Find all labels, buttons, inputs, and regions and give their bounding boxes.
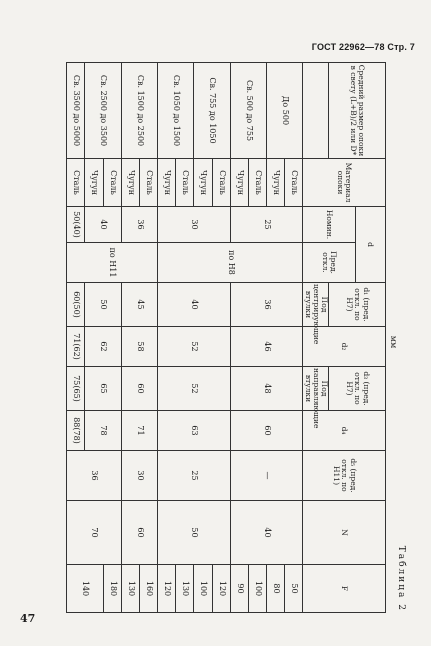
row5-n: 70 bbox=[67, 501, 122, 565]
header-material: Материал опоки bbox=[303, 159, 386, 207]
dimensions-table bbox=[66, 62, 386, 613]
row4-d5: 30 bbox=[121, 451, 157, 501]
row5-d1: 50 bbox=[85, 283, 121, 327]
header-size: Средний размер опоки в свету (L+B)/2 или D* bbox=[329, 63, 386, 159]
row5-d2: 62 bbox=[85, 327, 121, 367]
row2-d2: 52 bbox=[158, 327, 231, 367]
row6-size: Св. 3500 до 5000 bbox=[67, 63, 85, 159]
page-label: Стр. 7 bbox=[387, 42, 415, 52]
row3-material1: Чугун bbox=[158, 159, 176, 207]
row3-material0: Сталь bbox=[176, 159, 194, 207]
row1-size: Св. 500 до 755 bbox=[230, 63, 266, 159]
row4-d1: 45 bbox=[121, 283, 157, 327]
table-caption: Таблица 2 bbox=[396, 545, 406, 612]
row2-d4: 63 bbox=[158, 411, 231, 451]
row4-material0: Сталь bbox=[139, 159, 157, 207]
row5-d: 40 bbox=[85, 207, 121, 243]
row4-d: 36 bbox=[121, 207, 157, 243]
row5-size: Св. 2500 до 3500 bbox=[85, 63, 121, 159]
header-d3: d₃ (пред. откл. по Н7) bbox=[329, 367, 386, 411]
row0-size: До 500 bbox=[267, 63, 303, 159]
header-size-blank bbox=[303, 63, 329, 159]
row0-material1: Чугун bbox=[267, 159, 285, 207]
row3-size: Св. 1050 до 1500 bbox=[158, 63, 194, 159]
row1-f1: 90 bbox=[230, 565, 248, 613]
row1-material1: Чугун bbox=[230, 159, 248, 207]
row2-d3: 52 bbox=[158, 367, 231, 411]
header-d: d bbox=[355, 207, 385, 283]
page-header bbox=[312, 42, 415, 52]
row3-f1: 120 bbox=[158, 565, 176, 613]
row2-size: Св. 755 до 1050 bbox=[194, 63, 230, 159]
row0-d4: 60 bbox=[230, 411, 303, 451]
row6-d2: 71(62) bbox=[67, 327, 85, 367]
row0-d3: 48 bbox=[230, 367, 303, 411]
header-tol: Пред. откл. bbox=[303, 243, 355, 283]
rotated-table-area bbox=[60, 62, 420, 622]
header-d5: d₅ (пред. откл. по Н11) bbox=[303, 451, 386, 501]
row5-d5: 36 bbox=[67, 451, 122, 501]
row2-n: 50 bbox=[158, 501, 231, 565]
tol-h8: по Н8 bbox=[158, 243, 303, 283]
row2-f1: 100 bbox=[194, 565, 212, 613]
row6-d: 50(40) bbox=[67, 207, 85, 243]
row0-f1: 80 bbox=[267, 565, 285, 613]
page-number: 47 bbox=[20, 612, 36, 625]
row4-f1: 130 bbox=[121, 565, 139, 613]
row2-material0: Сталь bbox=[212, 159, 230, 207]
row5-material0: Сталь bbox=[103, 159, 121, 207]
row5-f1: 140 bbox=[67, 565, 104, 613]
row3-f0: 130 bbox=[176, 565, 194, 613]
row6-material0: Сталь bbox=[67, 159, 85, 207]
row4-d4: 71 bbox=[121, 411, 157, 451]
header-n: N bbox=[303, 501, 386, 565]
row2-d: 30 bbox=[158, 207, 231, 243]
units-label: мм bbox=[389, 335, 398, 349]
row5-d4: 78 bbox=[85, 411, 121, 451]
row6-d3: 75(65) bbox=[67, 367, 85, 411]
tol-h11: по Н11 bbox=[67, 243, 158, 283]
header-guide: Под направляющие втулки bbox=[303, 368, 330, 429]
header-d4: d₄ bbox=[303, 411, 386, 451]
row0-d: 25 bbox=[230, 207, 303, 243]
header-d2: d₂ bbox=[303, 327, 386, 367]
row0-n: 40 bbox=[230, 501, 303, 565]
row0-material0: Сталь bbox=[285, 159, 303, 207]
row0-d2: 46 bbox=[230, 327, 303, 367]
row6-d1: 60(50) bbox=[67, 283, 85, 327]
header-nom: Номин. bbox=[303, 207, 355, 243]
header-d1: d₁ (пред. откл. по Н7) bbox=[329, 283, 386, 327]
row2-d5: 25 bbox=[158, 451, 231, 501]
standard-code: ГОСТ 22962—78 bbox=[311, 42, 385, 52]
row5-material1: Чугун bbox=[85, 159, 103, 207]
row4-d3: 60 bbox=[121, 367, 157, 411]
row0-d5: — bbox=[230, 451, 303, 501]
row4-f0: 160 bbox=[139, 565, 157, 613]
row0-f0: 50 bbox=[285, 565, 303, 613]
header-centering: Под центрирующие втулки bbox=[303, 284, 330, 345]
header-f: F bbox=[303, 565, 386, 613]
row2-material1: Чугун bbox=[194, 159, 212, 207]
row2-d1: 40 bbox=[158, 283, 231, 327]
row4-d2: 58 bbox=[121, 327, 157, 367]
row0-d1: 36 bbox=[230, 283, 303, 327]
row1-f0: 100 bbox=[248, 565, 266, 613]
row1-material0: Сталь bbox=[248, 159, 266, 207]
row2-f0: 120 bbox=[212, 565, 230, 613]
row4-material1: Чугун bbox=[121, 159, 139, 207]
row5-d3: 65 bbox=[85, 367, 121, 411]
row4-n: 60 bbox=[121, 501, 157, 565]
row4-size: Св. 1500 до 2500 bbox=[121, 63, 157, 159]
row6-d4: 88(78) bbox=[67, 411, 85, 451]
row5-f0: 180 bbox=[103, 565, 121, 613]
